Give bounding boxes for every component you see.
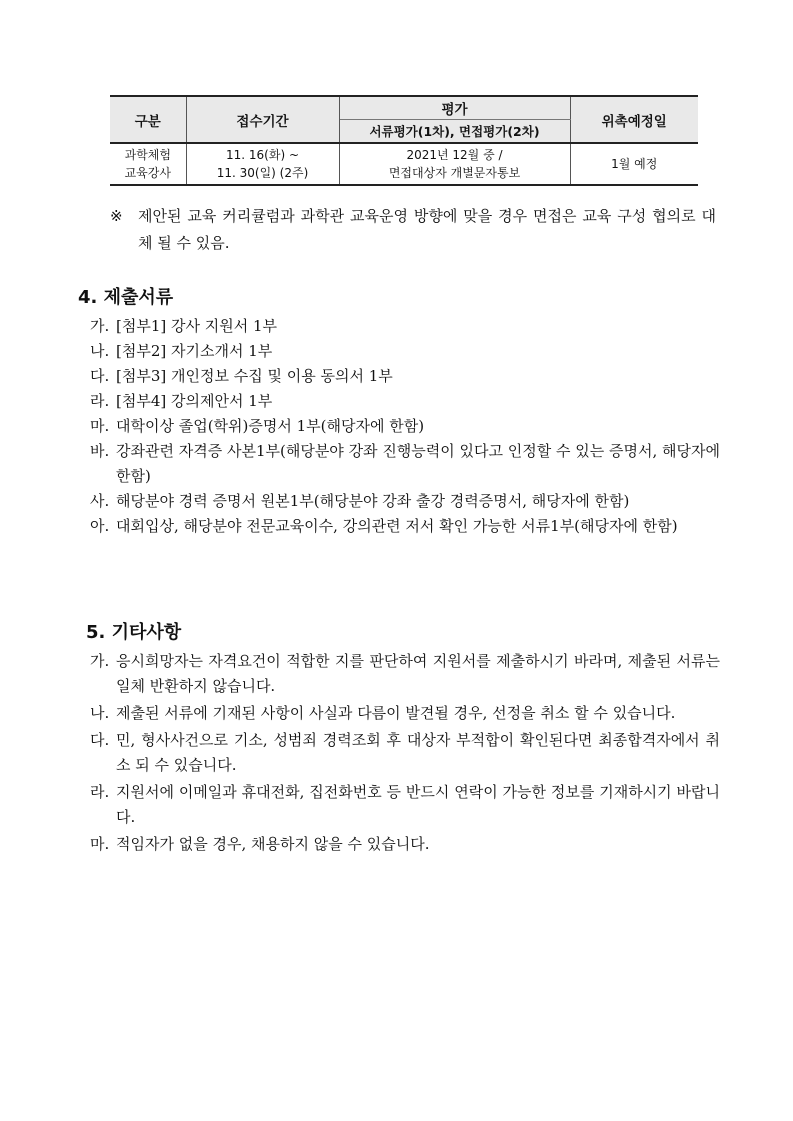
header-reception-period: 접수기간 [186, 96, 339, 143]
table-row [110, 143, 698, 185]
list-item-text: 민, 형사사건으로 기소, 성범죄 경력조회 후 대상자 부적합이 확인된다면 최종합격자에서 취소 되 수 있습니다. [116, 731, 720, 774]
header-category: 구분 [110, 96, 186, 143]
cell-evaluation-line2: 면접대상자 개별문자통보 [388, 166, 521, 180]
list-item-text: 제출된 서류에 기재된 사항이 사실과 다름이 발견될 경우, 선정을 취소 할 수 있습니다. [116, 704, 676, 722]
cell-category-line2: 교육강사 [124, 166, 171, 180]
cell-appointment: 1월 예정 [570, 143, 698, 185]
list-marker: 나. [90, 704, 110, 722]
header-evaluation: 평가 [339, 96, 570, 120]
header-appointment-date: 위촉예정일 [570, 96, 698, 143]
list-item-text: 대학이상 졸업(학위)증명서 1부(해당자에 한함) [116, 417, 425, 435]
list-item [90, 701, 720, 726]
list-item [90, 389, 720, 414]
cell-reception [186, 143, 339, 185]
header-evaluation-sub: 서류평가(1차), 면접평가(2차) [339, 120, 570, 144]
section-5-title: 5. 기타사항 [86, 622, 182, 643]
list-marker: 라. [90, 783, 110, 801]
list-item [90, 314, 720, 339]
list-item-text: 적임자가 없을 경우, 채용하지 않을 수 있습니다. [116, 835, 430, 853]
list-marker: 라. [90, 392, 110, 410]
cell-category-line1: 과학체험 [124, 148, 171, 162]
list-marker: 가. [90, 652, 110, 670]
note-text: 제안된 교육 커리큘럼과 과학관 교육운영 방향에 맞을 경우 면접은 교육 구성 협의로 대체 될 수 있음. [138, 207, 716, 252]
list-marker: 다. [90, 367, 110, 385]
note-paragraph [110, 203, 716, 257]
list-item [90, 728, 720, 778]
list-item-text: [첨부2] 자기소개서 1부 [116, 342, 273, 360]
list-marker: 아. [90, 517, 110, 535]
cell-reception-line1: 11. 16(화) ~ [226, 148, 299, 162]
list-item [90, 414, 720, 439]
list-item [90, 364, 720, 389]
list-item [90, 514, 720, 539]
list-item-text: 해당분야 경력 증명서 원본1부(해당분야 강좌 출강 경력증명서, 해당자에 한함) [116, 492, 630, 510]
list-marker: 마. [90, 835, 110, 853]
cell-evaluation-line1: 2021년 12월 중 / [406, 148, 503, 162]
list-item-text: 응시희망자는 자격요건이 적합한 지를 판단하여 지원서를 제출하시기 바라며, 제출된 서류는 일체 반환하지 않습니다. [116, 652, 720, 695]
note-mark: ※ [110, 207, 123, 225]
section-5-list [90, 649, 720, 859]
list-marker: 마. [90, 417, 110, 435]
schedule-table [110, 95, 698, 186]
list-item-text: 대회입상, 해당분야 전문교육이수, 강의관련 저서 확인 가능한 서류1부(해당자에 한함) [116, 517, 678, 535]
list-item-text: 지원서에 이메일과 휴대전화, 집전화번호 등 반드시 연락이 가능한 정보를 기재하시기 바랍니다. [116, 783, 720, 826]
list-item [90, 832, 720, 857]
cell-category [110, 143, 186, 185]
list-item [90, 649, 720, 699]
section-4-title: 4. 제출서류 [78, 287, 174, 308]
list-item-text: [첨부3] 개인정보 수집 및 이용 동의서 1부 [116, 367, 393, 385]
list-marker: 바. [90, 442, 110, 460]
list-marker: 나. [90, 342, 110, 360]
list-item [90, 339, 720, 364]
list-marker: 다. [90, 731, 110, 749]
list-item-text: 강좌관련 자격증 사본1부(해당분야 강좌 진행능력이 있다고 인정할 수 있는 증명서, 해당자에 한함) [116, 442, 720, 485]
cell-reception-line2: 11. 30(일) (2주) [216, 166, 309, 180]
list-item [90, 439, 720, 489]
list-item [90, 780, 720, 830]
list-item-text: [첨부1] 강사 지원서 1부 [116, 317, 278, 335]
list-marker: 가. [90, 317, 110, 335]
list-item-text: [첨부4] 강의제안서 1부 [116, 392, 273, 410]
cell-evaluation [339, 143, 570, 185]
section-4-list [90, 314, 720, 539]
list-marker: 사. [90, 492, 110, 510]
list-item [90, 489, 720, 514]
